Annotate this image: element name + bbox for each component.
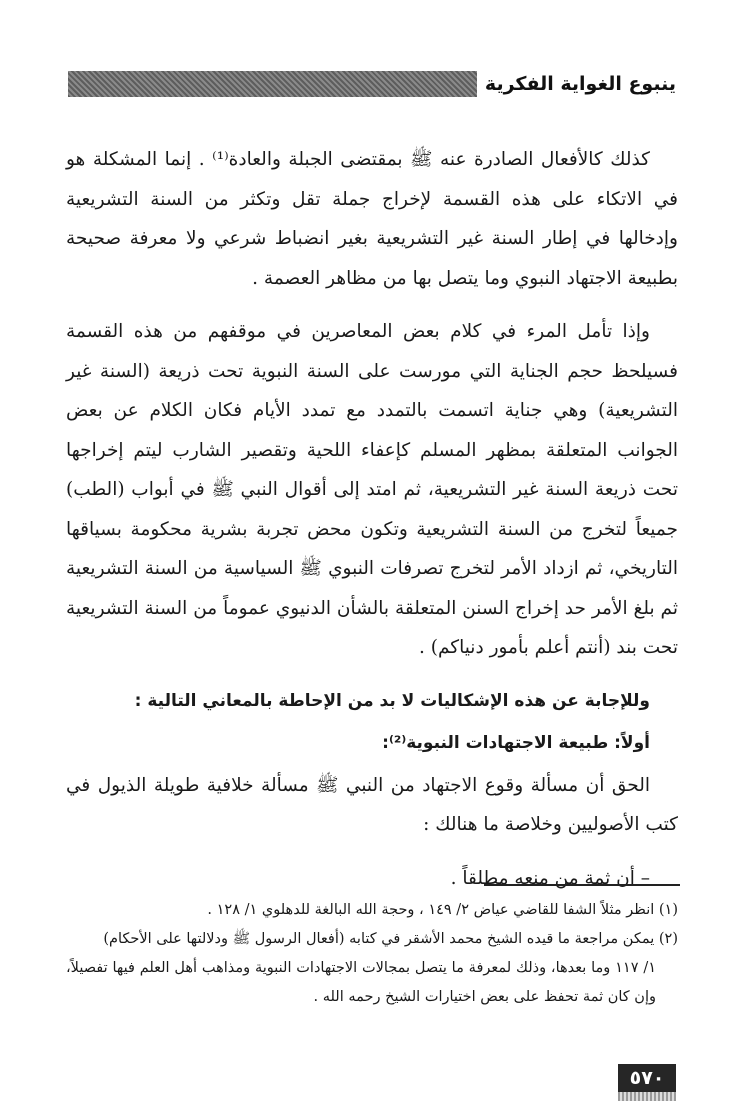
header-decorative-bar <box>68 71 477 97</box>
page-number-decoration <box>618 1092 676 1101</box>
paragraph-3: الحق أن مسألة وقوع الاجتهاد من النبي ﷺ مسألة خلافية طويلة الذيول في كتب الأصوليين وخلاصة ما هنالك : <box>66 774 678 835</box>
page-number: ٥٧٠ <box>618 1064 676 1092</box>
main-text <box>66 140 678 898</box>
paragraph-2: وإذا تأمل المرء في كلام بعض المعاصرين في موقفهم من هذه القسمة فسيلحظ حجم الجناية التي مورست على السنة النبوية تحت ذريعة (السنة غير التشريعية) وهي جناية اتسمت بالتمدد مع تمدد الأيام فكان الكلام عن بعض الجوانب المتعلقة بمظهر المسلم كإعفاء اللحية وتقصير الشارب ليتم إخراجها تحت ذريعة السنة غير التشريعية، ثم امتد إلى أقوال النبي ﷺ في أبواب (الطب) جميعاً لتخرج من السنة التشريعية وتكون محض تجربة بشرية محكومة بسياقها التاريخي، ثم ازداد الأمر لتخرج تصرفات النبوي ﷺ السياسية من السنة التشريعية ثم بلغ الأمر حد إخراج السنن المتعلقة بالشأن الدنيوي عموماً من السنة التشريعية تحت بند (أنتم أعلم بأمور دنياكم) . <box>66 321 678 658</box>
section-lead-heading: وللإجابة عن هذه الإشكاليات لا بد من الإحاطة بالمعاني التالية : <box>134 690 650 711</box>
bullet-item: – أن ثمة من منعه مطلقاً . <box>450 867 650 889</box>
footnote-separator <box>484 884 680 886</box>
running-header-title: ينبوع الغواية الفكرية <box>484 73 676 95</box>
footnote-2-line-2: ١/ ١١٧ وما بعدها، وذلك لمعرفة ما يتصل بمجالات الاجتهادات النبوية ومذاهب أهل العلم فيها تفصيلاً، وإن كان ثمة تحفظ على بعض اختيارات الشيخ رحمه الله . <box>66 960 656 1005</box>
running-header <box>68 68 676 100</box>
footnote-2-line-1: (٢) يمكن مراجعة ما قيده الشيخ محمد الأشقر في كتابه (أفعال الرسول ﷺ ودلالتها على الأحكام) <box>103 931 678 947</box>
subsection-heading: أولاً: طبيعة الاجتهادات النبوية⁽²⁾: <box>382 732 650 753</box>
footnote-1: (١) انظر مثلاً الشفا للقاضي عياض ٢/ ١٤٩ ، وحجة الله البالغة للدهلوي ١/ ١٢٨ . <box>207 902 678 918</box>
footnotes <box>66 896 678 1012</box>
paragraph-1: كذلك كالأفعال الصادرة عنه ﷺ بمقتضى الجبلة والعادة⁽¹⁾ . إنما المشكلة هو في الاتكاء على هذه القسمة لإخراج جملة تقل وتكثر من السنة التشريعية وإدخالها في إطار السنة غير التشريعية بغير انضباط شرعي ولا معرفة صحيحة بطبيعة الاجتهاد النبوي وما يتصل بها من مظاهر العصمة . <box>66 149 678 289</box>
